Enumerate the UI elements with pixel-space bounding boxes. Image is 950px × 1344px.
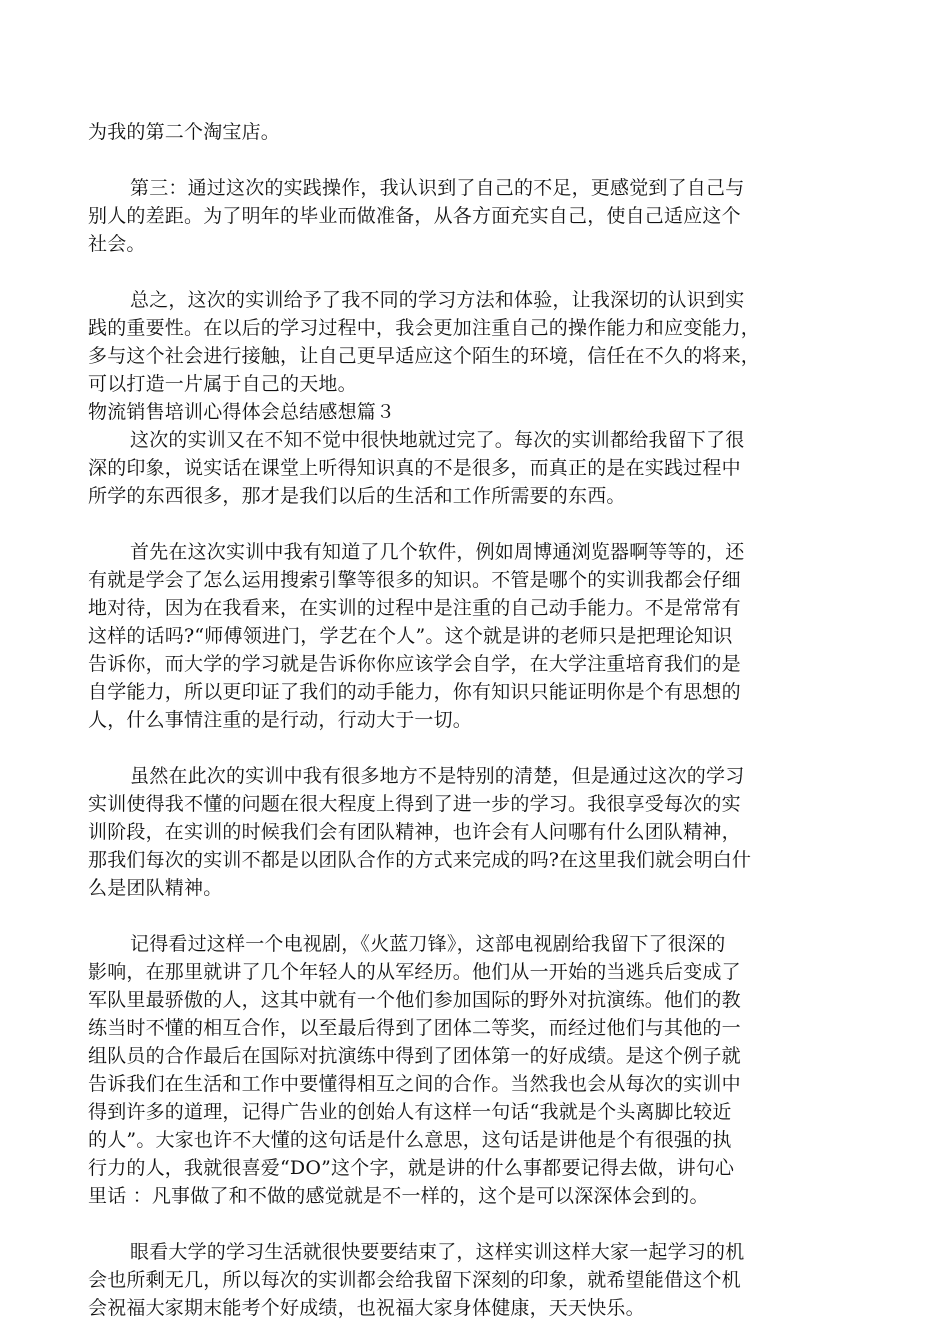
paragraph-summary bbox=[88, 286, 863, 398]
paragraph-intro bbox=[88, 426, 863, 510]
text-line: 首先在这次实训中我有知道了几个软件，例如周博通浏览器啊等等的，还 bbox=[130, 541, 745, 563]
text-line: 虽然在此次的实训中我有很多地方不是特别的清楚，但是通过这次的学习 bbox=[130, 765, 745, 787]
text-line: 践的重要性。在以后的学习过程中，我会更加注重自己的操作能力和应变能力， bbox=[88, 317, 761, 339]
text-line: 眼看大学的学习生活就很快要要结束了，这样实训这样大家一起学习的机 bbox=[130, 1241, 745, 1263]
text-line: 会祝福大家期末能考个好成绩，也祝福大家身体健康，天天快乐。 bbox=[88, 1297, 645, 1319]
text-line: 社会。 bbox=[88, 233, 146, 255]
text-line: 多与这个社会进行接触，让自己更早适应这个陌生的环境，信任在不久的将来， bbox=[88, 345, 761, 367]
text-line: 总之，这次的实训给予了我不同的学习方法和体验，让我深切的认识到实 bbox=[130, 289, 745, 311]
text-line: 行力的人，我就很喜爱“DO”这个字，就是讲的什么事都要记得去做，讲句心 bbox=[88, 1157, 735, 1179]
text-line: 里话 ：凡事做了和不做的感觉就是不一样的，这个是可以深深体会到的。 bbox=[88, 1185, 709, 1207]
document-body bbox=[88, 118, 863, 1322]
text-line: 影响，在那里就讲了几个年轻人的从军经历。他们从一开始的当逃兵后变成了 bbox=[88, 961, 741, 983]
text-line: 告诉你，而大学的学习就是告诉你你应该学会自学，在大学注重培育我们的是 bbox=[88, 653, 741, 675]
text-line: 有就是学会了怎么运用搜索引擎等很多的知识。不管是哪个的实训我都会仔细 bbox=[88, 569, 741, 591]
text-line: 别人的差距。为了明年的毕业而做准备，从各方面充实自己，使自己适应这个 bbox=[88, 205, 741, 227]
text-line: 这次的实训又在不知不觉中很快地就过完了。每次的实训都给我留下了很 bbox=[130, 429, 745, 451]
text-line: 练当时不懂的相互合作，以至最后得到了团体二等奖，而经过他们与其他的一 bbox=[88, 1017, 741, 1039]
text-line: 可以打造一片属于自己的天地。 bbox=[88, 373, 357, 395]
paragraph-first bbox=[88, 538, 863, 734]
paragraph-closing bbox=[88, 1238, 863, 1322]
text-line: 组队员的合作最后在国际对抗演练中得到了团体第一的好成绩。是这个例子就 bbox=[88, 1045, 741, 1067]
section-heading: 物流销售培训心得体会总结感想篇３ bbox=[88, 401, 396, 423]
opening-paragraph bbox=[88, 118, 863, 146]
text-line: 得到许多的道理，记得广告业的创始人有这样一句话“我就是个头离脚比较近 bbox=[88, 1101, 732, 1123]
paragraph-team-spirit bbox=[88, 762, 863, 902]
text-line: 深的印象，说实话在课堂上听得知识真的不是很多，而真正的是在实践过程中 bbox=[88, 457, 741, 479]
text-line: 会也所剩无几，所以每次的实训都会给我留下深刻的印象，就希望能借这个机 bbox=[88, 1269, 741, 1291]
text-line: 地对待，因为在我看来，在实训的过程中是注重的自己动手能力。不是常常有 bbox=[88, 597, 741, 619]
paragraph-third-point bbox=[88, 174, 863, 258]
text-line: 的人”。大家也许不大懂的这句话是什么意思，这句话是讲他是个有很强的执 bbox=[88, 1129, 732, 1151]
text-line: 为我的第二个淘宝店。 bbox=[88, 121, 281, 143]
text-line: 那我们每次的实训不都是以团队合作的方式来完成的吗?在这里我们就会明白什 bbox=[88, 849, 752, 871]
text-line: 自学能力，所以更印证了我们的动手能力，你有知识只能证明你是个有思想的 bbox=[88, 681, 741, 703]
text-line: 军队里最骄傲的人，这其中就有一个他们参加国际的野外对抗演练。他们的教 bbox=[88, 989, 741, 1011]
text-line: 训阶段，在实训的时候我们会有团队精神，也许会有人问哪有什么团队精神， bbox=[88, 821, 741, 843]
text-line: 实训使得我不懂的问题在很大程度上得到了进一步的学习。我很享受每次的实 bbox=[88, 793, 741, 815]
text-line: 这样的话吗?“师傅领进门，学艺在个人”。这个就是讲的老师只是把理论知识 bbox=[88, 625, 733, 647]
text-line: 第三：通过这次的实践操作，我认识到了自己的不足，更感觉到了自己与 bbox=[130, 177, 745, 199]
text-line: 所学的东西很多，那才是我们以后的生活和工作所需要的东西。 bbox=[88, 485, 626, 507]
paragraph-tv-series bbox=[88, 930, 863, 1210]
text-line: 告诉我们在生活和工作中要懂得相互之间的合作。当然我也会从每次的实训中 bbox=[88, 1073, 741, 1095]
text-line: 么是团队精神。 bbox=[88, 877, 223, 899]
text-line: 记得看过这样一个电视剧，《火蓝刀锋》，这部电视剧给我留下了很深的 bbox=[130, 933, 726, 955]
text-line: 人，什么事情注重的是行动，行动大于一切。 bbox=[88, 709, 473, 731]
